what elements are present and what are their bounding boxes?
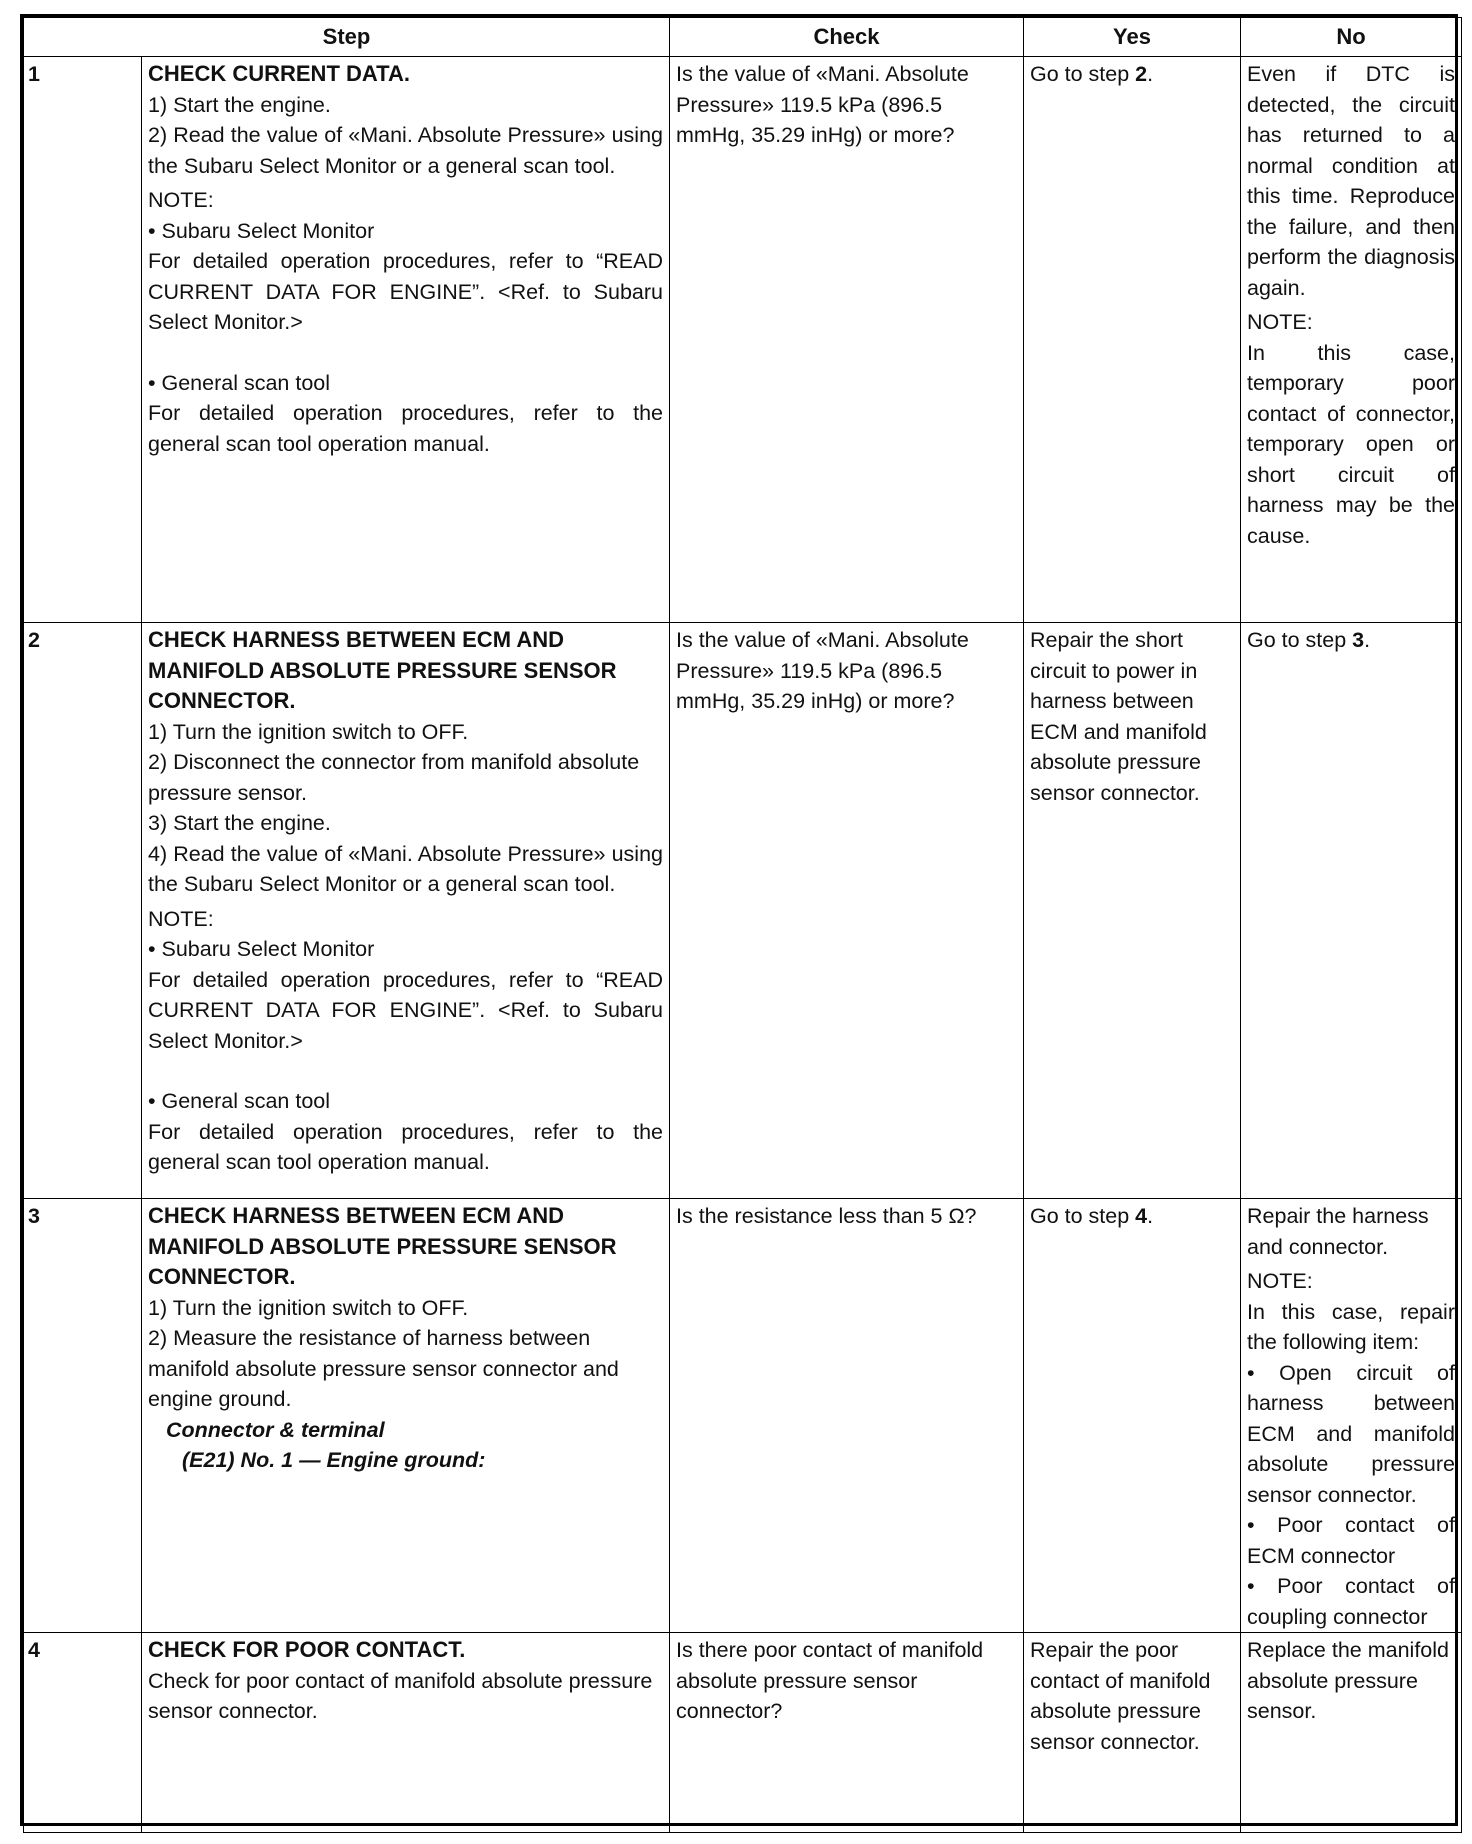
step-instruction: 1) Turn the ignition switch to OFF. [148, 1295, 469, 1320]
header-check: Check [670, 18, 1024, 57]
reference-text: For detailed operation procedures, refer to the general scan tool operation manual. [148, 401, 663, 456]
no-bullet: • Open circuit of harness between ECM and manifold absolute pressure sensor connector. [1247, 1360, 1455, 1507]
header-no: No [1241, 18, 1462, 57]
no-text: Go to step [1247, 628, 1353, 652]
step-number: 4 [24, 1633, 142, 1833]
no-note-text: In this case, repair the following item: [1247, 1299, 1455, 1354]
connector-terminal-label: Connector & terminal [166, 1417, 385, 1442]
no-cell [1241, 1199, 1462, 1633]
step-number: 3 [24, 1199, 142, 1633]
note-label: NOTE: [148, 906, 214, 931]
yes-suffix: . [1147, 62, 1154, 86]
step-title: CHECK HARNESS BETWEEN ECM AND MANIFOLD ABSOLUTE PRESSURE SENSOR CONNECTOR. [148, 1203, 617, 1289]
yes-suffix: . [1147, 1204, 1154, 1228]
no-cell [1241, 623, 1462, 1199]
no-bullet: • Poor contact of coupling connector [1247, 1574, 1455, 1629]
step-title: CHECK FOR POOR CONTACT. [148, 1637, 466, 1662]
yes-text: Go to step [1030, 1204, 1136, 1228]
step-instruction: 4) Read the value of «Mani. Absolute Pressure» using the Subaru Select Monitor or a general scan tool. [148, 841, 663, 896]
reference-text: For detailed operation procedures, refer to the general scan tool operation manual. [148, 1119, 663, 1174]
yes-cell [1024, 57, 1241, 623]
step-ref: 2 [1135, 62, 1148, 86]
yes-cell: Repair the short circuit to power in harness between ECM and manifold absolute pressure sensor connector. [1024, 623, 1241, 1199]
header-yes: Yes [1024, 18, 1241, 57]
step-instruction: 3) Start the engine. [148, 811, 331, 835]
step-instruction: 1) Start the engine. [148, 92, 331, 117]
step-title: CHECK HARNESS BETWEEN ECM AND MANIFOLD ABSOLUTE PRESSURE SENSOR CONNECTOR. [148, 627, 617, 713]
step-instruction: 2) Measure the resistance of harness between manifold absolute pressure sensor connector and engine ground. [148, 1326, 619, 1411]
no-cell: Replace the manifold absolute pressure sensor. [1241, 1633, 1462, 1833]
note-label: NOTE: [148, 188, 214, 212]
no-bullet: • Poor contact of ECM connector [1247, 1513, 1455, 1568]
check-cell: Is the resistance less than 5 Ω? [670, 1199, 1024, 1633]
reference-text: For detailed operation procedures, refer to “READ CURRENT DATA FOR ENGINE”. <Ref. to Subaru Select Monitor.> [148, 967, 663, 1053]
step-title: CHECK CURRENT DATA. [148, 61, 410, 86]
bullet-general-scan-tool: • General scan tool [148, 370, 331, 395]
step-content [142, 1633, 670, 1833]
connector-terminal-value: (E21) No. 1 — Engine ground: [182, 1448, 486, 1472]
bullet-subaru-select-monitor: • Subaru Select Monitor [148, 937, 375, 961]
table-row [24, 1633, 1462, 1833]
header-step: Step [24, 18, 670, 57]
no-cell [1241, 57, 1462, 623]
no-suffix: . [1364, 628, 1371, 652]
no-text: Even if DTC is detected, the circuit has returned to a normal condition at this time. Reproduce the failure, and then perform the diagnosis again. [1247, 62, 1455, 300]
step-instruction: 2) Read the value of «Mani. Absolute Pressure» using the Subaru Select Monitor or a general scan tool. [148, 123, 663, 178]
check-cell: Is the value of «Mani. Absolute Pressure» 119.5 kPa (896.5 mmHg, 35.29 inHg) or more? [670, 623, 1024, 1199]
step-instruction: 1) Turn the ignition switch to OFF. [148, 719, 469, 744]
step-instruction: 2) Disconnect the connector from manifold absolute pressure sensor. [148, 750, 640, 805]
diagnostic-table [23, 17, 1462, 1833]
table-row [24, 623, 1462, 1199]
no-note-text: In this case, temporary poor contact of connector, temporary open or short circuit of harness may be the cause. [1247, 340, 1455, 548]
check-cell: Is there poor contact of manifold absolute pressure sensor connector? [670, 1633, 1024, 1833]
reference-text: For detailed operation procedures, refer to “READ CURRENT DATA FOR ENGINE”. <Ref. to Subaru Select Monitor.> [148, 249, 663, 334]
diagnostic-table-frame [20, 14, 1458, 1826]
step-ref: 4 [1135, 1204, 1148, 1228]
check-cell: Is the value of «Mani. Absolute Pressure» 119.5 kPa (896.5 mmHg, 35.29 inHg) or more? [670, 57, 1024, 623]
bullet-general-scan-tool: • General scan tool [148, 1089, 331, 1113]
step-content [142, 1199, 670, 1633]
note-label: NOTE: [1247, 310, 1313, 334]
table-row [24, 1199, 1462, 1633]
table-row [24, 57, 1462, 623]
yes-cell: Repair the poor contact of manifold absolute pressure sensor connector. [1024, 1633, 1241, 1833]
step-instruction: Check for poor contact of manifold absolute pressure sensor connector. [148, 1668, 653, 1723]
note-label: NOTE: [1247, 1269, 1313, 1293]
yes-text: Go to step [1030, 62, 1136, 86]
step-content [142, 57, 670, 623]
yes-cell [1024, 1199, 1241, 1633]
step-content [142, 623, 670, 1199]
step-number: 1 [24, 57, 142, 623]
no-text: Repair the harness and connector. [1247, 1204, 1429, 1259]
step-ref: 3 [1352, 628, 1365, 652]
header-row [24, 18, 1462, 57]
step-number: 2 [24, 623, 142, 1199]
bullet-subaru-select-monitor: • Subaru Select Monitor [148, 218, 375, 243]
